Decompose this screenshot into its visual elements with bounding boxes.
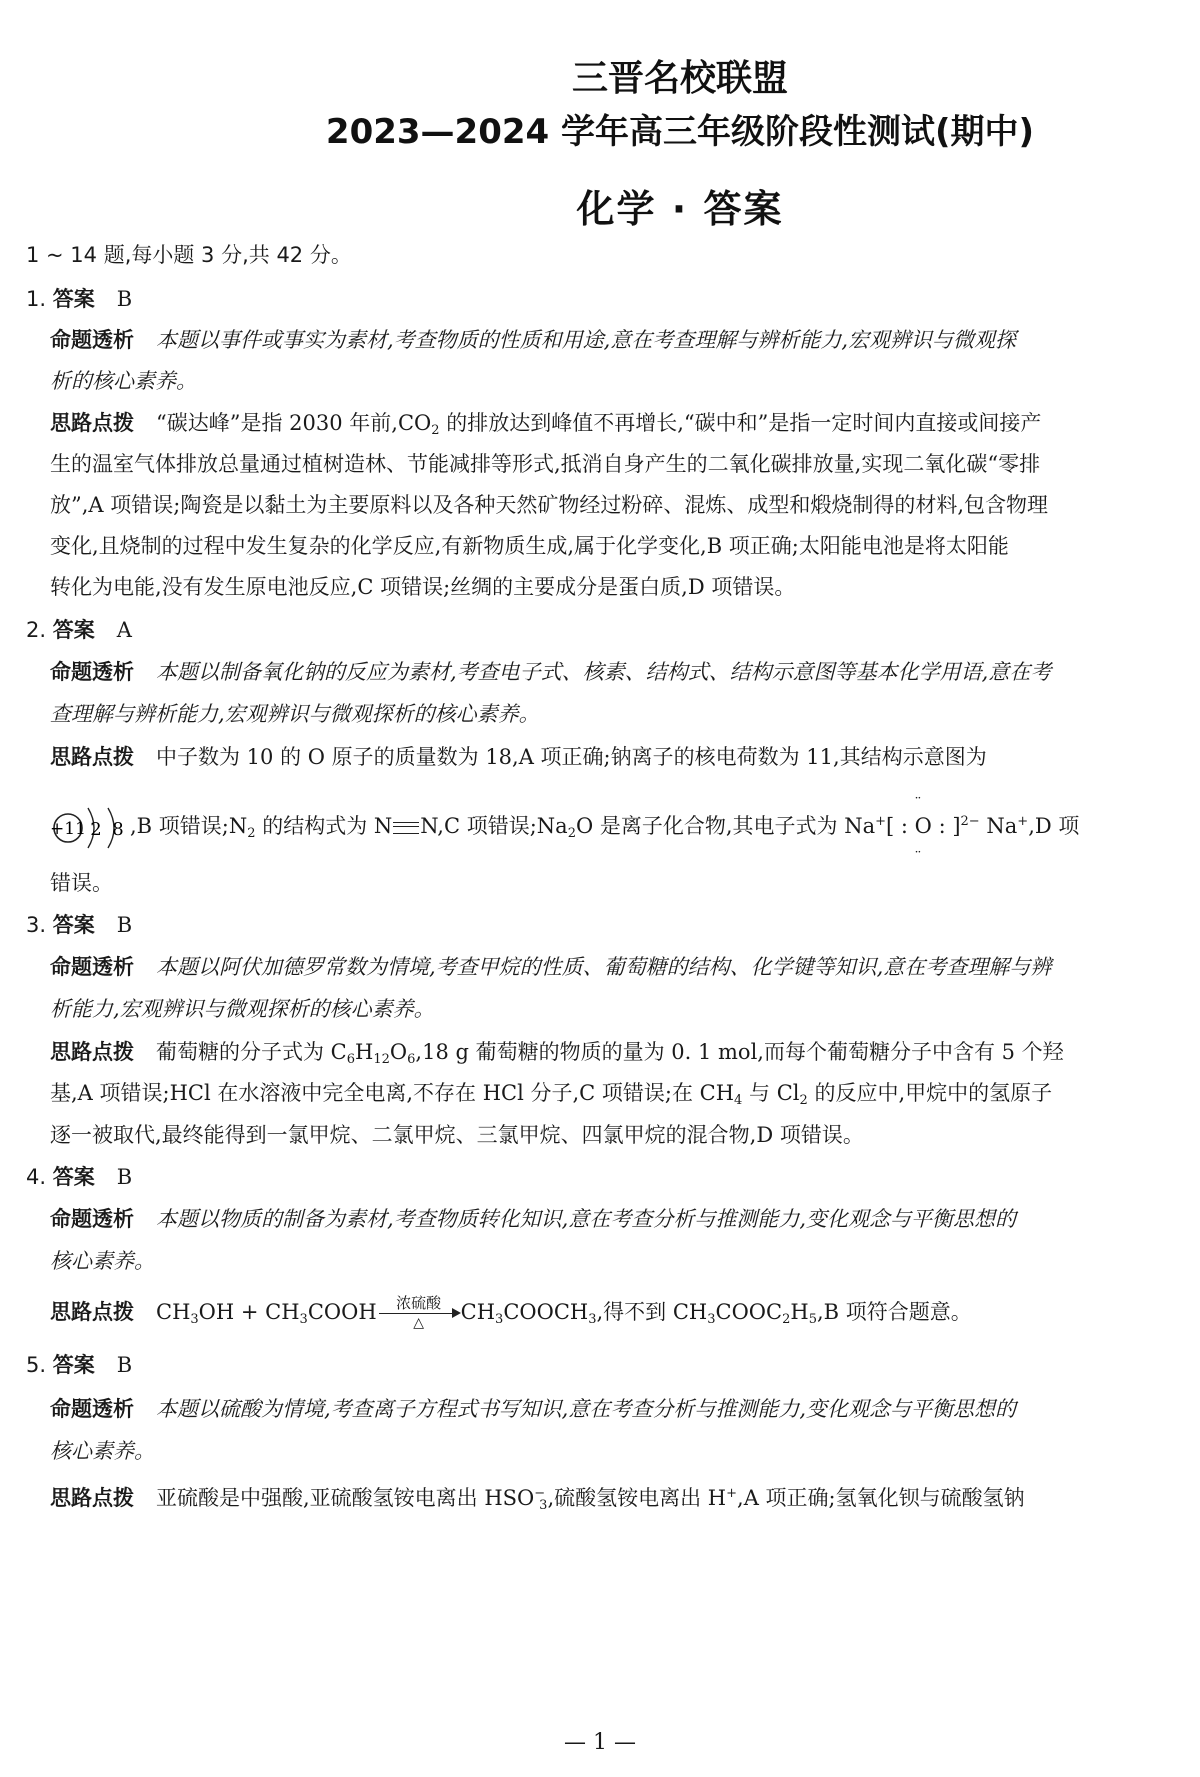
q5-hint: 思路点拨 亚硫酸是中强酸,亚硫酸氢铵电离出 $HSO^-_3$,硫酸氢铵电离出 H+,A 项正确;氢氧化钡与硫酸氢钠	[50, 1486, 1025, 1513]
page-number: — 1 —	[564, 1730, 636, 1755]
q4-answer: B	[116, 1165, 133, 1189]
shell-1-electrons: 2	[90, 818, 102, 840]
q3-answer: B	[116, 913, 133, 937]
q1-hint-l3: 放”,A 项错误;陶瓷是以黏土为主要原料以及各种天然矿物经过粉碎、混炼、成型和煅烧制得的材料,包含物理	[50, 493, 1048, 517]
q1-hint: 思路点拨 “碳达峰”是指 2030 年前$,CO_2$ 的排放达到峰值不再增长,“碳中和”是指一定时间内直接或间接产	[50, 411, 1042, 438]
q1-hint-l5: 转化为电能,没有发生原电池反应,C 项错误;丝绸的主要成分是蛋白质,D 项错误。	[50, 575, 796, 599]
q3-hint-l2: 基,A 项错误;HCl 在水溶液中完全电离,不存在 HCl 分子,C 项错误;在 $CH_4$ 与 $Cl_2$ 的反应中,甲烷中的氢原子	[50, 1081, 1053, 1108]
q4-hint: 思路点拨 $CH_3OH$ + $CH_3COOH$ 浓硫酸 △ $CH_3COOCH_3$,得不到 $CH_3COOC_2H_5,B$ 项符合题意。	[50, 1294, 972, 1331]
q5-analysis: 命题透析 本题以硫酸为情境,考查离子方程式书写知识,意在考查分析与推测能力,变化观念与平衡思想的	[50, 1397, 1017, 1421]
nucleus-charge: +11	[50, 818, 86, 839]
sodium-ion-structure-diagram	[50, 806, 128, 850]
q2-answer: A	[116, 618, 132, 642]
q2-hint: 思路点拨 中子数为 10 的 O 原子的质量数为 18,A 项正确;钠离子的核电荷数为 11,其结构示意图为	[50, 745, 987, 769]
oxygen-with-lone-pairs: ·· O ··	[915, 804, 932, 848]
q1-analysis: 命题透析 本题以事件或事实为素材,考查物质的性质和用途,意在考查理解与辨析能力,宏观辨识与微观探	[50, 328, 1017, 352]
heat-symbol: △	[413, 1315, 425, 1331]
q5-analysis-cont: 核心素养。	[50, 1439, 155, 1463]
q1-analysis-cont: 析的核心素养。	[50, 369, 197, 393]
q3-analysis: 命题透析 本题以阿伏加德罗常数为情境,考查甲烷的性质、葡萄糖的结构、化学键等知识,意在考查理解与辨	[50, 955, 1052, 979]
q3-analysis-cont: 析能力,宏观辨识与微观探析的核心素养。	[50, 997, 435, 1021]
q3-answer-line: 3. 答案 B	[26, 913, 133, 937]
q1-number: 1.	[26, 287, 47, 311]
q5-answer: B	[116, 1353, 133, 1377]
triple-bond	[393, 822, 419, 834]
q1-hint-l2: 生的温室气体排放总量通过植树造林、节能减排等形式,抵消自身产生的二氧化碳排放量,实现二氧化碳“零排	[50, 452, 1041, 476]
q2-answer-line: 2. 答案 A	[26, 618, 132, 642]
q1-answer-line	[26, 284, 1200, 314]
catalyst-label: 浓硫酸	[396, 1294, 442, 1312]
q1-hint-l4: 变化,且烧制的过程中发生复杂的化学反应,有新物质生成,属于化学变化,B 项正确;太阳能电池是将太阳能	[50, 534, 1009, 558]
q1-answer: B	[116, 287, 133, 311]
q3-hint: 思路点拨 葡萄糖的分子式为 $C_6H_{12}O_6,18$ g 葡萄糖的物质的量为 0. 1 mol,而每个葡萄糖分子中含有 5 个羟	[50, 1040, 1064, 1067]
subject-title: 化学 · 答案	[576, 187, 784, 231]
league-title: 三晋名校联盟	[571, 58, 788, 99]
q2-hint-l3: 错误。	[50, 871, 113, 895]
answer-label: 答案	[52, 287, 95, 311]
q2-hint-l2: +11 2 8 ,B 项错误$;N_2$ 的结构式为 N N,C 项错误$;Na_2O$ 是离子化合物,其电子式为 Na+[ : ·· O ·· : ]$^{2-}$ Na+,D 项	[50, 800, 1180, 856]
q2-analysis-cont: 查理解与辨析能力,宏观辨识与微观探析的核心素养。	[50, 702, 540, 726]
reaction-arrow	[379, 1295, 459, 1332]
q5-answer-line: 5. 答案 B	[26, 1353, 133, 1377]
q2-analysis: 命题透析 本题以制备氧化钠的反应为素材,考查电子式、核素、结构式、结构示意图等基本化学用语,意在考	[50, 660, 1052, 684]
q4-analysis: 命题透析 本题以物质的制备为素材,考查物质转化知识,意在考查分析与推测能力,变化观念与平衡思想的	[50, 1207, 1017, 1231]
q4-answer-line: 4. 答案 B	[26, 1165, 133, 1189]
shell-2-electrons: 8	[112, 818, 124, 840]
exam-title: 2023—2024 学年高三年级阶段性测试(期中)	[325, 112, 1035, 152]
intro-line: 1 ~ 14 题,每小题 3 分,共 42 分。	[26, 243, 352, 267]
q3-hint-l3: 逐一被取代,最终能得到一氯甲烷、二氯甲烷、三氯甲烷、四氯甲烷的混合物,D 项错误。	[50, 1123, 864, 1147]
q4-analysis-cont: 核心素养。	[50, 1249, 155, 1273]
